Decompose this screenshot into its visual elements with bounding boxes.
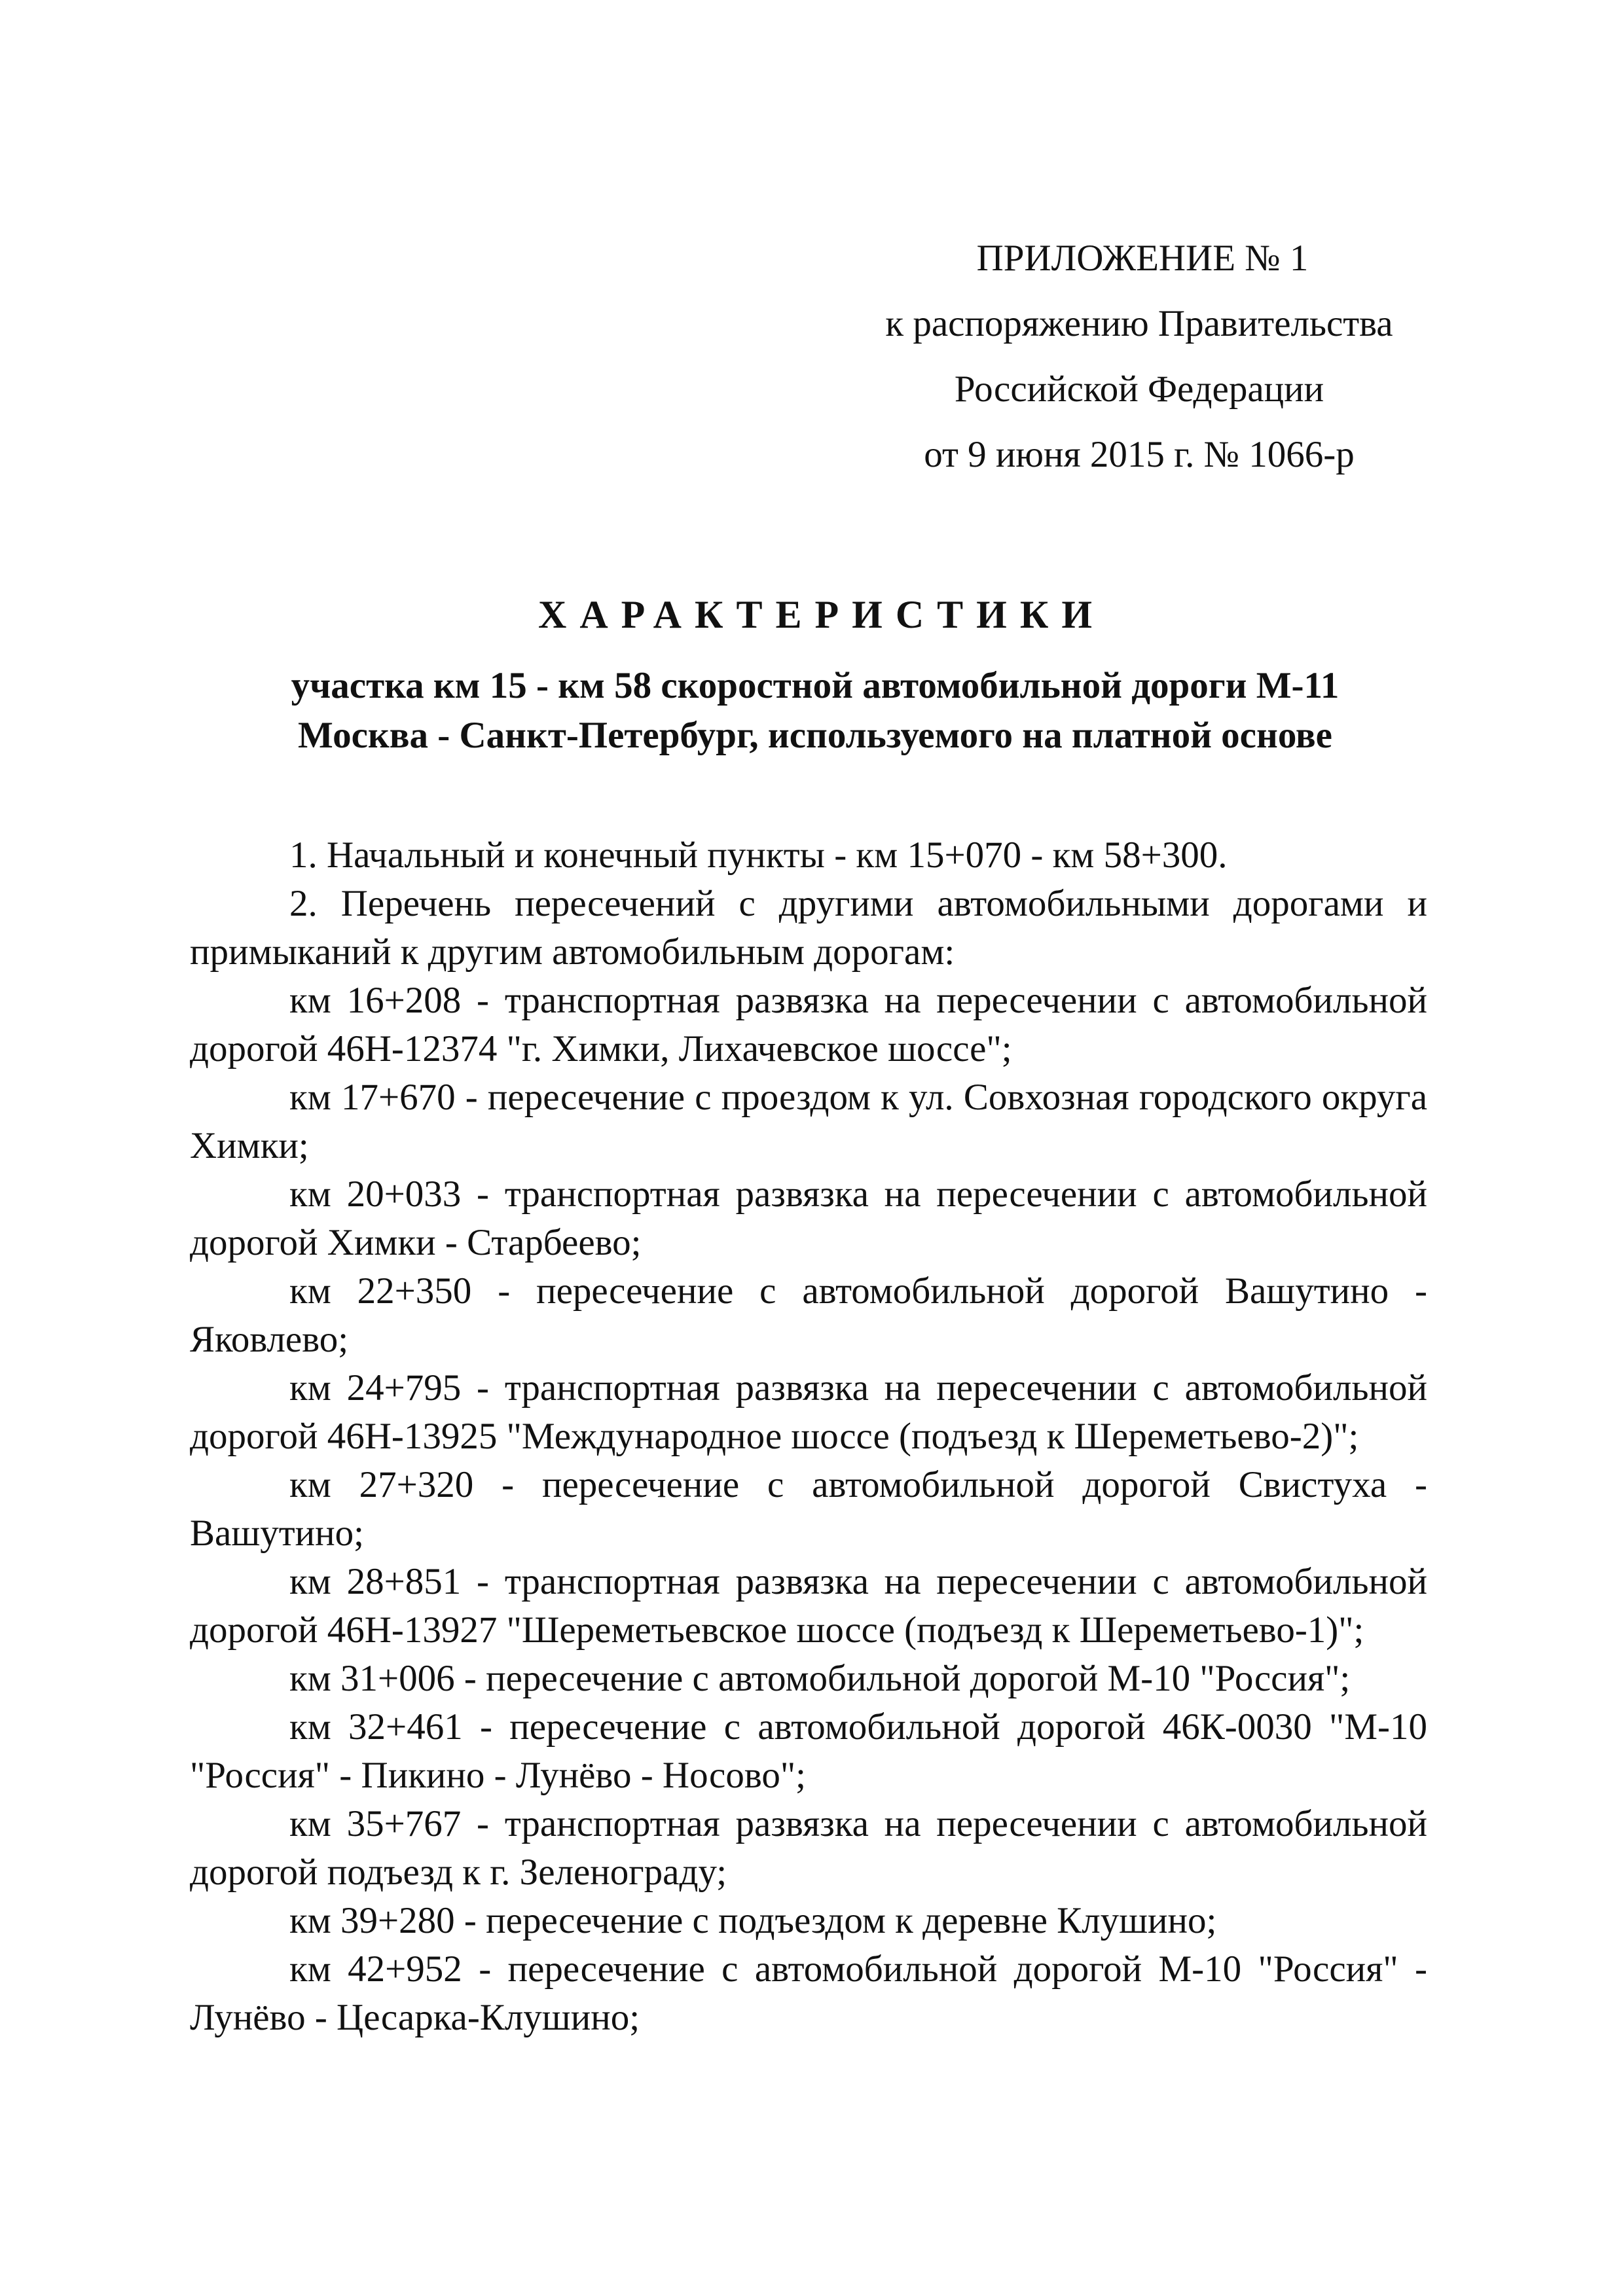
intersection-item: км 16+208 - транспортная развязка на пересечении с автомобильной дорогой 46Н-12374 "г. Химки, Лихачевское шоссе"; <box>190 980 1427 1069</box>
subtitle-line-2: Москва - Санкт-Петербург, используемого на платной основе <box>298 715 1332 756</box>
document-body <box>190 831 1427 2042</box>
subtitle-line-1: участка км 15 - км 58 скоростной автомобильной дороги М-11 <box>291 665 1340 706</box>
appendix-header <box>845 226 1434 488</box>
intersection-item: км 28+851 - транспортная развязка на пересечении с автомобильной дорогой 46Н-13927 "Шереметьевское шоссе (подъезд к Шереметьево-1)"; <box>190 1561 1427 1651</box>
appendix-title: ПРИЛОЖЕНИЕ № 1 <box>976 238 1309 279</box>
point-2-intersections-intro: 2. Перечень пересечений с другими автомобильными дорогами и примыканий к другим автомобильным дорогам: <box>190 883 1427 973</box>
document-title: ХАРАКТЕРИСТИКИ <box>538 593 1106 636</box>
intersection-item: км 24+795 - транспортная развязка на пересечении с автомобильной дорогой 46Н-13925 "Международное шоссе (подъезд к Шереметьево-2)"; <box>190 1367 1427 1457</box>
intersection-item: км 35+767 - транспортная развязка на пересечении с автомобильной дорогой подъезд к г. Зеленограду; <box>190 1803 1427 1893</box>
document-subtitle <box>190 661 1440 761</box>
intersection-item: км 31+006 - пересечение с автомобильной дорогой М-10 "Россия"; <box>289 1658 1351 1699</box>
appendix-line-order: к распоряжению Правительства <box>885 303 1393 344</box>
intersection-item: км 22+350 - пересечение с автомобильной дорогой Вашутино - Яковлево; <box>190 1270 1427 1360</box>
point-1-endpoints: 1. Начальный и конечный пункты - км 15+070 - км 58+300. <box>289 834 1228 876</box>
appendix-line-date: от 9 июня 2015 г. № 1066-р <box>924 434 1355 475</box>
intersection-item: км 39+280 - пересечение с подъездом к деревне Клушино; <box>289 1900 1217 1941</box>
intersection-item: км 20+033 - транспортная развязка на пересечении с автомобильной дорогой Химки - Старбеево; <box>190 1174 1427 1263</box>
intersection-item: км 42+952 - пересечение с автомобильной дорогой М-10 "Россия" - Лунёво - Цесарка-Клушино; <box>190 1948 1427 2038</box>
intersection-item: км 27+320 - пересечение с автомобильной дорогой Свистуха - Вашутино; <box>190 1464 1427 1554</box>
appendix-line-federation: Российской Федерации <box>954 368 1324 410</box>
intersection-item: км 17+670 - пересечение с проездом к ул. Совхозная городского округа Химки; <box>190 1077 1427 1166</box>
intersection-item: км 32+461 - пересечение с автомобильной дорогой 46К-0030 "М-10 "Россия" - Пикино - Лунёво - Носово"; <box>190 1706 1427 1796</box>
